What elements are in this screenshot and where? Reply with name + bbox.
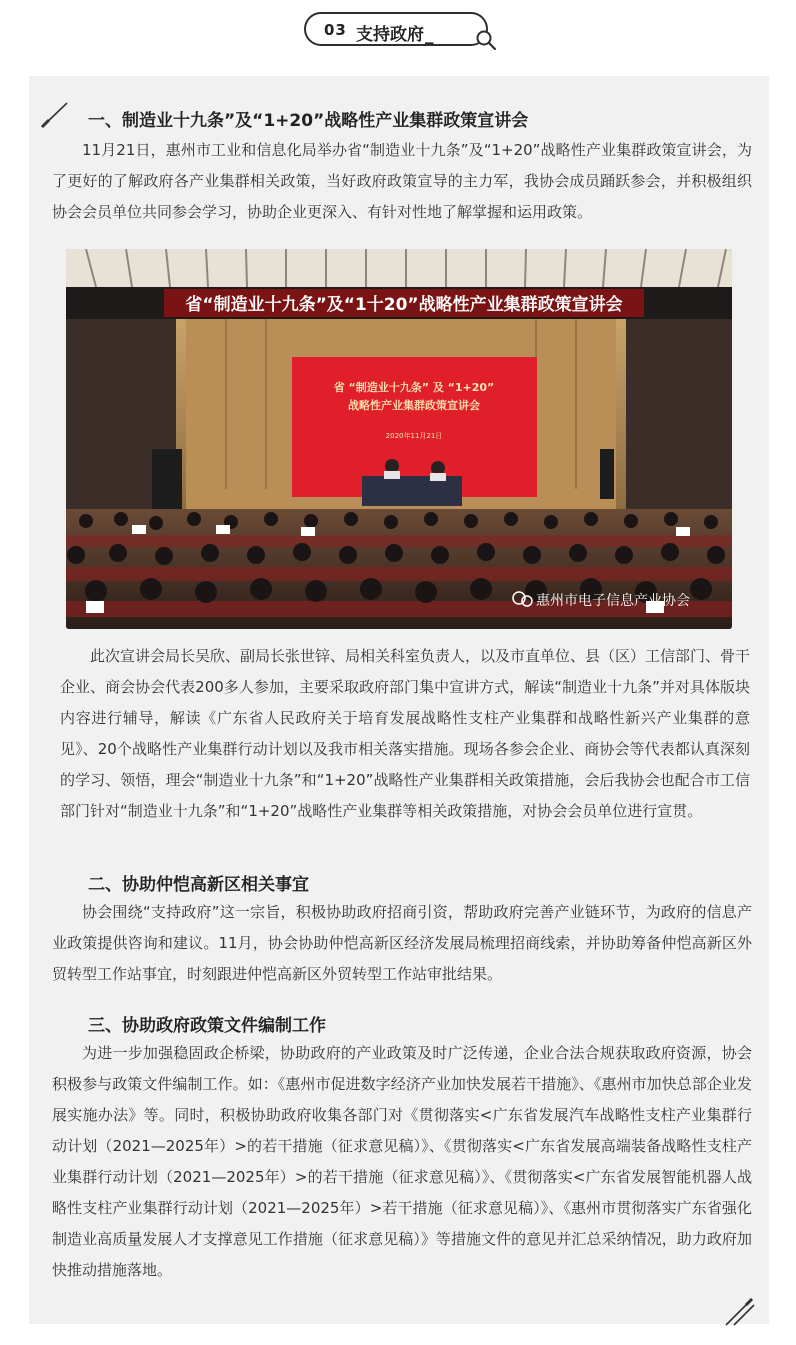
section-number: 03 [324, 21, 347, 39]
section1-heading: 一、制造业十九条”及“1+20”战略性产业集群政策宣讲会 [88, 111, 529, 131]
slash-decoration-icon [39, 100, 71, 130]
photo-watermark: 惠州市电子信息产业协会 [536, 593, 690, 609]
section-title-pill [304, 12, 488, 46]
meeting-photo-drawing [66, 249, 732, 629]
section2-heading: 二、协助仲恺高新区相关事宜 [88, 875, 309, 895]
section2-body: 协会围绕“支持政府”这一宗旨，积极协助政府招商引资，帮助政府完善产业链环节，为政府的信息产业政策提供咨询和建议。11月，协会协助仲恺高新区经济发展局梳理招商线索，并协助筹备仲恺高新区外贸转型工作站事宜，时刻跟进仲恺高新区外贸转型工作站审批结果。 [52, 903, 752, 983]
section3-body: 为进一步加强稳固政企桥梁，协助政府的产业政策及时广泛传递，企业合法合规获取政府资源，协会积极参与政策文件编制工作。如：《惠州市促进数字经济产业加快发展若干措施》、《惠州市加快总部企业发展实施办法》等。同时，积极协助政府收集各部门对《贯彻落实<广东省发展汽车战略性支柱产业集群行动计划（2021—2025年）>的若干措施（征求意见稿）》、《贯彻落实<广东省发展高端装备战略性支柱产业集群行动计划（2021—2025年）>的若干措施（征求意见稿）》、《贯彻落实<广东省发展智能机器人战略性支柱产业集群行动计划（2021—2025年）>若干措施（征求意见稿）》、《惠州市贯彻落实广东省强化制造业高质量发展人才支撑意见工作措施（征求意见稿）》等措施文件的意见并汇总采纳情况，助力政府加快推动措施落地。 [52, 1044, 752, 1279]
meeting-photo [66, 249, 732, 629]
screen-title-line2: 战略性产业集群政策宣讲会 [348, 399, 480, 412]
section-title: 支持政府 _ [356, 20, 434, 45]
slash-decoration-icon [722, 1292, 756, 1328]
screen-date: 2020年11月21日 [385, 432, 443, 440]
section1-intro: 11月21日，惠州市工业和信息化局举办省“制造业十九条”及“1+20”战略性产业集群政策宣讲会，为了更好的了解政府各产业集群相关政策，当好政府政策宣导的主力军，我协会成员踊跃参会，并积极组织协会会员单位共同参会学习，协助企业更深入、有针对性地了解掌握和运用政策。 [52, 141, 752, 221]
screen-title-line1: 省 “制造业十九条” 及 “1+20” [333, 381, 495, 394]
section3-heading: 三、协助政府政策文件编制工作 [88, 1016, 326, 1036]
stage-banner-text: 省“制造业十九条”及“1十20”战略性产业集群政策宣讲会 [185, 295, 623, 315]
section1-detail: 此次宣讲会局长吴欣、副局长张世锌、局相关科室负责人，以及市直单位、县（区）工信部门、骨干企业、商会协会代表200多人参加，主要采取政府部门集中宣讲方式，解读“制造业十九条”并对具体版块内容进行辅导，解读《广东省人民政府关于培育发展战略性支柱产业集群和战略性新兴产业集群的意见》、20个战略性产业集群行动计划以及我市相关落实措施。现场各参会企业、商协会等代表都认真深刻的学习、领悟，理会“制造业十九条”和“1+20”战略性产业集群相关政策措施，会后我协会也配合市工信部门针对“制造业十九条”和“1+20”战略性产业集群等相关政策措施，对协会会员单位进行宣贯。 [60, 647, 751, 820]
magnifier-icon [474, 28, 498, 52]
